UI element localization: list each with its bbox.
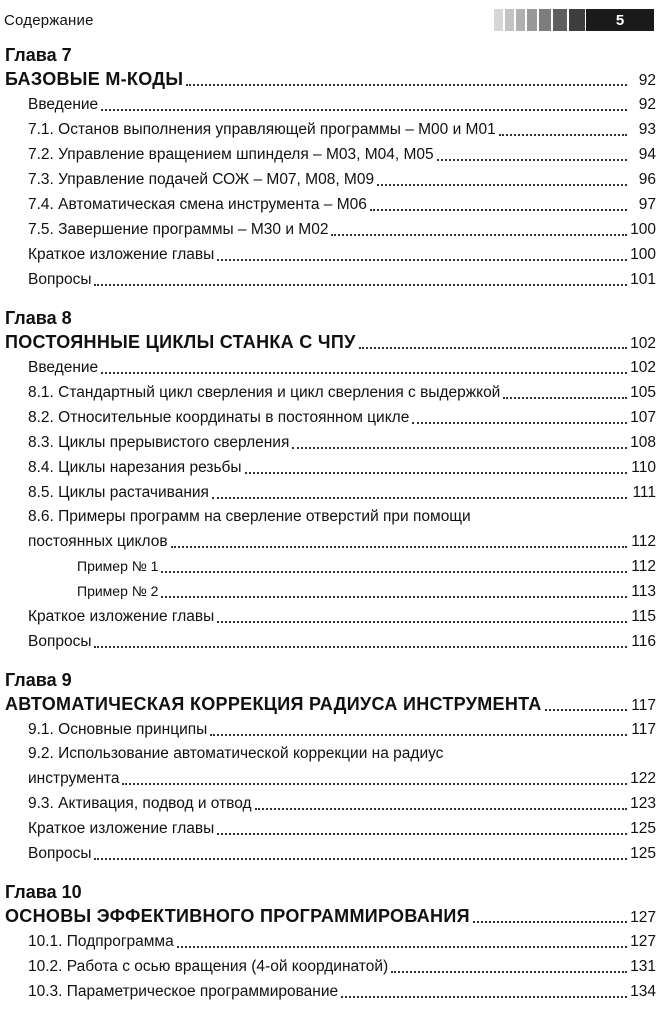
dot-leader: [171, 529, 627, 554]
toc-entry[interactable]: [5, 529, 656, 554]
toc-entry-title: 8.3. Циклы прерывистого сверления: [28, 434, 290, 451]
page-number-box: [586, 9, 654, 31]
dot-leader: [101, 355, 627, 380]
dot-leader: [391, 954, 627, 979]
dot-leader: [503, 380, 627, 405]
toc-entry[interactable]: [5, 717, 656, 742]
toc-entry[interactable]: [5, 217, 656, 242]
toc-entry-title: Пример № 1: [77, 558, 159, 574]
toc-entry-page: 93: [638, 121, 656, 138]
chapter-page-number: 127: [630, 909, 656, 926]
chapter-title: БАЗОВЫЕ М-КОДЫ: [5, 69, 184, 89]
chapter-label: Глава 9: [5, 670, 72, 690]
toc-entry-title: 9.3. Активация, подвод и отвод: [28, 795, 252, 812]
dot-leader: [217, 816, 627, 841]
toc-entry-title: Вопросы: [28, 271, 92, 288]
toc-entry-page: 117: [631, 721, 656, 738]
toc-entry[interactable]: [5, 430, 656, 455]
toc-entry-page: 112: [631, 533, 656, 550]
toc-entry-title: Введение: [28, 359, 99, 376]
chapter-title-row[interactable]: [5, 691, 656, 717]
dot-leader: [473, 903, 627, 929]
toc-entry-page: 100: [630, 246, 656, 263]
toc-entry-title: 8.1. Стандартный цикл сверления и цикл сверления с выдержкой: [28, 384, 501, 401]
toc-entry-page: 122: [630, 770, 656, 787]
header-decorative-bars: [494, 9, 587, 31]
toc-entry[interactable]: [5, 142, 656, 167]
header-bar-segment: [494, 9, 503, 31]
chapter-block: [5, 669, 656, 866]
dot-leader: [177, 929, 627, 954]
toc-entry[interactable]: [5, 480, 656, 505]
toc-entry-title: Пример № 2: [77, 583, 159, 599]
dot-leader: [341, 979, 627, 1004]
chapter-title-row[interactable]: [5, 66, 656, 92]
dot-leader: [499, 117, 627, 142]
chapter-block: [5, 881, 656, 1004]
toc-entry-title: инструмента: [28, 770, 120, 787]
toc-entry-page: 131: [630, 958, 656, 975]
toc-entry[interactable]: [5, 929, 656, 954]
toc-entry[interactable]: [5, 355, 656, 380]
dot-leader: [94, 841, 627, 866]
toc-entry[interactable]: [5, 192, 656, 217]
chapter-title: ОСНОВЫ ЭФФЕКТИВНОГО ПРОГРАММИРОВАНИЯ: [5, 906, 470, 926]
header-bar-segment: [539, 9, 551, 31]
chapter-page-number: 102: [630, 335, 656, 352]
toc-entry-title: 10.1. Подпрограмма: [28, 933, 174, 950]
dot-leader: [161, 579, 627, 604]
toc-entry[interactable]: [5, 380, 656, 405]
toc-entry-title: 7.4. Автоматическая смена инструмента – М06: [28, 196, 367, 213]
chapter-block: [5, 44, 656, 292]
toc-entry-page: 125: [630, 820, 656, 837]
dot-leader: [217, 242, 627, 267]
toc-entry-title: 8.2. Относительные координаты в постоянном цикле: [28, 409, 410, 426]
dot-leader: [359, 329, 627, 355]
toc-entry[interactable]: [5, 841, 656, 866]
chapter-title-row[interactable]: [5, 329, 656, 355]
chapter-block: [5, 307, 656, 654]
dot-leader: [377, 167, 627, 192]
dot-leader: [101, 92, 627, 117]
dot-leader: [331, 217, 627, 242]
dot-leader: [412, 405, 627, 430]
toc-entry-page: 92: [638, 96, 656, 113]
toc-entry-title: Введение: [28, 96, 99, 113]
header-bar-segment: [569, 9, 585, 31]
header-bar-segment: [553, 9, 567, 31]
toc-entry-title: 7.1. Останов выполнения управляющей программы – М00 и М01: [28, 121, 496, 138]
toc-entry[interactable]: [5, 242, 656, 267]
chapter-title: ПОСТОЯННЫЕ ЦИКЛЫ СТАНКА С ЧПУ: [5, 332, 356, 352]
toc-entry-title: 7.3. Управление подачей СОЖ – М07, М08, М09: [28, 171, 375, 188]
toc-entry[interactable]: [5, 629, 656, 654]
toc-entry-title: 9.1. Основные принципы: [28, 721, 208, 738]
toc-entry-title: Краткое изложение главы: [28, 246, 215, 263]
toc-entry[interactable]: [5, 954, 656, 979]
dot-leader: [245, 455, 627, 480]
chapter-label: Глава 7: [5, 45, 72, 65]
chapter-page-number: 117: [631, 697, 656, 714]
dot-leader: [210, 717, 627, 742]
toc-entry-page: 116: [631, 633, 656, 650]
toc-entry-page: 94: [638, 146, 656, 163]
chapter-page-number: 92: [638, 72, 656, 89]
running-title: Содержание: [4, 12, 94, 29]
toc-entry-page: 112: [631, 558, 656, 575]
toc-entry-title: 10.3. Параметрическое программирование: [28, 983, 339, 1000]
toc-entry[interactable]: [5, 92, 656, 117]
toc-entry[interactable]: [5, 604, 656, 629]
toc-entry[interactable]: [5, 117, 656, 142]
toc-entry[interactable]: [5, 167, 656, 192]
toc-entry-title: 7.2. Управление вращением шпинделя – М03, М04, М05: [28, 146, 434, 163]
toc-entry-title: 10.2. Работа с осью вращения (4-ой координатой): [28, 958, 389, 975]
toc-entry-page: 107: [630, 409, 656, 426]
toc-entry-title: 8.4. Циклы нарезания резьбы: [28, 459, 242, 476]
toc-entry-page: 105: [630, 384, 656, 401]
dot-leader: [94, 267, 627, 292]
dot-leader: [94, 629, 627, 654]
toc-entry-page: 108: [630, 434, 656, 451]
toc-entry-page: 100: [630, 221, 656, 238]
toc-entry-page: 123: [630, 795, 656, 812]
chapter-title: АВТОМАТИЧЕСКАЯ КОРРЕКЦИЯ РАДИУСА ИНСТРУМЕНТА: [5, 694, 542, 714]
toc-entry[interactable]: [5, 766, 656, 791]
header-bar-segment: [505, 9, 514, 31]
toc-entry[interactable]: [5, 979, 656, 1004]
chapter-title-row[interactable]: [5, 903, 656, 929]
toc-entry-title: постоянных циклов: [28, 533, 168, 550]
dot-leader: [161, 554, 627, 579]
toc-subentry[interactable]: [5, 554, 656, 579]
toc-entry[interactable]: [5, 455, 656, 480]
toc-entry-page: 101: [630, 271, 656, 288]
dot-leader: [370, 192, 627, 217]
toc-subentry[interactable]: [5, 579, 656, 604]
dot-leader: [545, 691, 627, 717]
dot-leader: [292, 430, 627, 455]
dot-leader: [122, 766, 627, 791]
dot-leader: [212, 480, 627, 505]
toc-entry[interactable]: [5, 816, 656, 841]
dot-leader: [186, 66, 627, 92]
toc-entry-page: 125: [630, 845, 656, 862]
toc-entry-page: 102: [630, 359, 656, 376]
chapter-label: Глава 10: [5, 882, 82, 902]
header-bar-segment: [527, 9, 537, 31]
toc-entry-page: 134: [630, 983, 656, 1000]
toc-entry-page: 97: [638, 196, 656, 213]
toc-entry-title: Краткое изложение главы: [28, 608, 215, 625]
chapter-label: Глава 8: [5, 308, 72, 328]
toc-entry-first-line[interactable]: 9.2. Использование автоматической коррекции на радиус: [28, 745, 444, 762]
toc-entry-page: 111: [632, 484, 656, 501]
page-header: [0, 0, 660, 40]
toc-entry-title: Краткое изложение главы: [28, 820, 215, 837]
page-number: 5: [615, 11, 625, 29]
toc-entry[interactable]: [5, 791, 656, 816]
toc-entry[interactable]: [5, 267, 656, 292]
toc-entry-first-line[interactable]: 8.6. Примеры программ на сверление отверстий при помощи: [28, 508, 471, 525]
toc-entry-page: 110: [631, 459, 656, 476]
toc-entry-title: Вопросы: [28, 845, 92, 862]
toc-entry-title: 8.5. Циклы растачивания: [28, 484, 209, 501]
table-of-contents: [5, 44, 656, 1019]
toc-entry-title: 7.5. Завершение программы – М30 и М02: [28, 221, 329, 238]
dot-leader: [217, 604, 627, 629]
header-bar-segment: [516, 9, 525, 31]
dot-leader: [255, 791, 627, 816]
toc-entry-title: Вопросы: [28, 633, 92, 650]
toc-entry-page: 115: [631, 608, 656, 625]
dot-leader: [437, 142, 627, 167]
toc-entry-page: 113: [631, 583, 656, 600]
toc-entry-page: 96: [638, 171, 656, 188]
toc-entry-page: 127: [630, 933, 656, 950]
toc-entry[interactable]: [5, 405, 656, 430]
